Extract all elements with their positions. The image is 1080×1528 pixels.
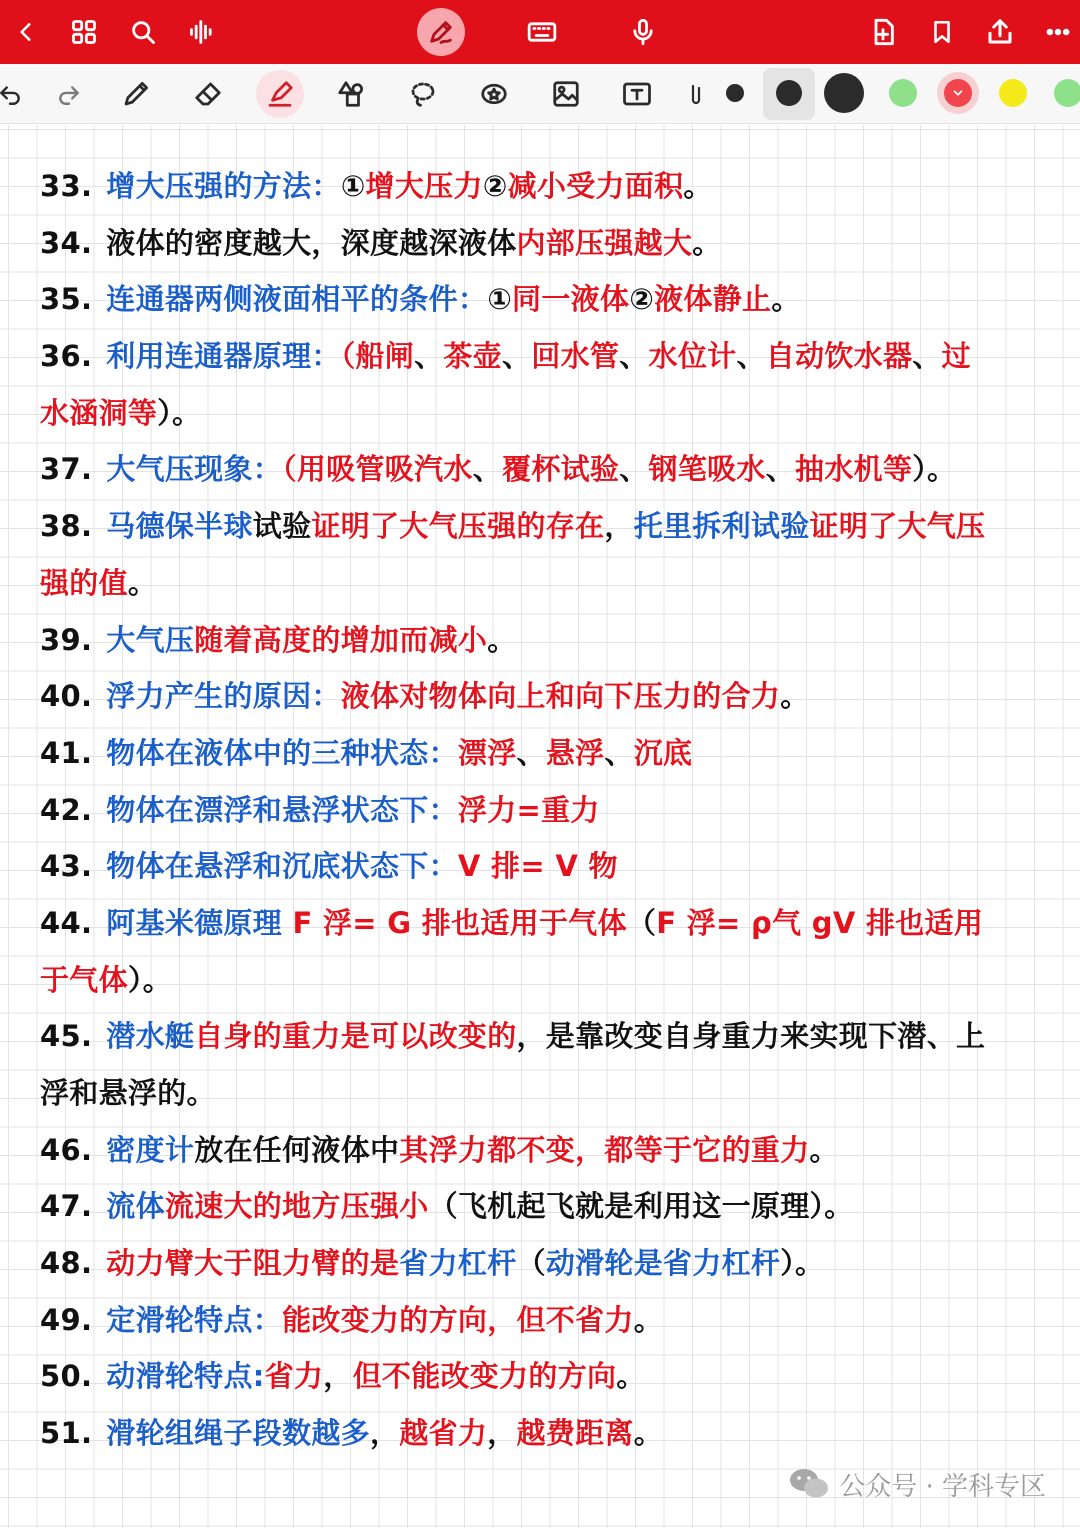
note-line xyxy=(40,1122,1050,1179)
note-line xyxy=(40,328,1050,385)
note-text-segment: 增大压强的方法： xyxy=(106,169,341,203)
color-swatch-yellow[interactable] xyxy=(999,79,1027,107)
note-text-segment: 、 xyxy=(414,339,444,374)
note-text-segment: 大气压 xyxy=(106,622,195,657)
note-number: 42. xyxy=(40,792,93,827)
text-box-icon[interactable] xyxy=(613,70,661,118)
note-number: 35. xyxy=(40,282,93,317)
note-text-segment: 、 xyxy=(736,339,766,374)
note-text-segment: 放在任何液体中 xyxy=(194,1132,400,1167)
note-text-segment: 物体在漂浮和悬浮状态下： xyxy=(106,792,458,827)
note-text-segment: 利用连通器原理： xyxy=(106,339,341,374)
note-text-segment: 水涵洞等 xyxy=(40,395,158,430)
watermark-text: 公众号 · 学科专区 xyxy=(839,1471,1046,1502)
note-text-segment: 密度计 xyxy=(106,1132,195,1167)
note-number: 39. xyxy=(40,622,93,657)
note-text-segment: ）。 xyxy=(912,452,957,487)
note-text-segment: 省力 xyxy=(264,1359,324,1394)
note-text-segment: ② xyxy=(482,169,508,203)
note-number: 44. xyxy=(40,905,93,940)
note-number: 51. xyxy=(40,1416,93,1451)
note-line xyxy=(40,952,1050,1009)
note-text-segment: 。 xyxy=(616,1359,646,1394)
note-text-segment: 。 xyxy=(683,169,713,203)
note-text-segment: 浮力=重力 xyxy=(457,792,600,827)
note-line xyxy=(40,1008,1050,1065)
note-text-segment: 增大压力 xyxy=(365,169,483,203)
note-text-segment: 托里拆利试验 xyxy=(633,509,810,544)
note-number: 34. xyxy=(40,225,93,260)
note-text-segment: （ xyxy=(516,1246,546,1281)
note-text-segment: 自动饮水器 xyxy=(765,339,913,374)
undo-icon[interactable] xyxy=(0,70,34,118)
pen-icon[interactable] xyxy=(417,8,465,56)
note-text-segment: （ xyxy=(626,905,657,940)
note-text-segment: 物体在悬浮和沉底状态下： xyxy=(106,849,458,884)
note-number: 37. xyxy=(40,452,93,487)
note-number: 47. xyxy=(40,1189,93,1224)
note-text-segment: 、 xyxy=(912,339,942,374)
note-text-segment: 、 xyxy=(619,452,649,487)
note-text-segment: 省力杠杆 xyxy=(399,1246,517,1281)
note-text-segment: 液体对物体向上和向下压力的合力 xyxy=(340,679,781,714)
note-text-segment: 沉底 xyxy=(633,735,693,770)
highlighter-icon[interactable] xyxy=(256,70,304,118)
note-line xyxy=(40,838,1050,895)
note-text-segment: 流体 xyxy=(106,1189,165,1224)
wechat-logo-icon xyxy=(789,1467,829,1501)
note-text-segment: 大气压现象： xyxy=(106,452,283,487)
note-number: 46. xyxy=(40,1132,93,1167)
note-line xyxy=(40,725,1050,782)
note-line xyxy=(40,1348,1050,1405)
note-number: 43. xyxy=(40,849,93,884)
note-text-segment: （用吸管吸汽水 xyxy=(282,452,473,487)
add-page-icon[interactable] xyxy=(859,0,907,64)
pen-size-large[interactable] xyxy=(824,73,864,113)
note-line xyxy=(40,895,1050,952)
note-text-segment: 茶壶 xyxy=(443,339,503,374)
note-line xyxy=(40,441,1050,498)
note-text-segment: ， xyxy=(369,1416,400,1451)
note-text-segment: 滑轮组绳子段数越多 xyxy=(106,1416,370,1451)
note-line xyxy=(40,1405,1050,1462)
note-line xyxy=(40,158,1050,215)
chevron-down-icon xyxy=(951,86,965,100)
note-text-segment: 覆杯试验 xyxy=(502,452,620,487)
note-text-segment: 证明了大气压 xyxy=(809,509,986,544)
clip-icon[interactable] xyxy=(686,70,710,118)
color-swatch-green[interactable] xyxy=(889,79,917,107)
note-text-segment: 于气体 xyxy=(40,962,128,997)
redo-icon[interactable] xyxy=(45,70,93,118)
eraser-icon[interactable] xyxy=(184,70,232,118)
note-text-segment: 。 xyxy=(127,565,158,600)
sticker-icon[interactable] xyxy=(470,70,518,118)
note-text-segment: 强的值 xyxy=(40,565,128,600)
note-text-segment: 液体的密度越大，深度越深液体 xyxy=(106,225,517,260)
lasso-icon[interactable] xyxy=(399,70,447,118)
note-text-segment: 动滑轮是省力杠杆 xyxy=(545,1246,781,1281)
note-text-segment: 动滑轮特点: xyxy=(106,1359,265,1394)
note-text-segment: 。 xyxy=(487,622,517,657)
audio-icon[interactable] xyxy=(178,0,226,64)
note-text-segment: 漂浮 xyxy=(457,735,517,770)
bookmark-icon[interactable] xyxy=(918,0,966,64)
note-text-segment: 。 xyxy=(633,1416,664,1451)
note-text-segment: （船闸 xyxy=(340,339,415,374)
note-text-segment: （飞机起飞就是利用这一原理）。 xyxy=(428,1189,854,1224)
note-text-segment: 悬浮 xyxy=(545,735,605,770)
note-text-segment: 回水管 xyxy=(531,339,620,374)
note-text-segment: ， xyxy=(604,509,634,544)
note-text-segment: 。 xyxy=(633,1302,664,1337)
note-text-segment: F 浮= ρ气 gV 排也适用 xyxy=(656,905,984,940)
search-icon[interactable] xyxy=(119,0,167,64)
note-line xyxy=(40,612,1050,669)
note-number: 45. xyxy=(40,1019,93,1054)
image-icon[interactable] xyxy=(542,70,590,118)
note-text-segment: 随着高度的增加而减小 xyxy=(194,622,488,657)
note-text-segment: 阿基米德原理 xyxy=(106,905,293,940)
note-line xyxy=(40,1178,1050,1235)
note-text-segment: ）。 xyxy=(157,395,202,430)
note-text-segment: 动力臂大于阻力臂的是 xyxy=(106,1246,400,1281)
note-text-segment: 但不能改变力的方向 xyxy=(352,1359,617,1394)
note-text-segment: 马德保半球 xyxy=(106,509,253,544)
note-text-segment: 浮和悬浮的。 xyxy=(40,1076,216,1110)
note-text-segment: 、 xyxy=(502,339,532,374)
note-text-segment: 、 xyxy=(765,452,796,487)
back-icon[interactable] xyxy=(2,0,50,64)
keyboard-icon[interactable] xyxy=(518,0,566,64)
note-text-segment: 越费距离 xyxy=(516,1416,634,1451)
note-number: 40. xyxy=(40,679,93,714)
note-text-segment: 液体静止 xyxy=(654,282,772,317)
note-text-segment: 。 xyxy=(692,225,722,260)
pen-size-small[interactable] xyxy=(726,84,744,102)
note-text-segment: 能改变力的方向，但不省力 xyxy=(282,1302,634,1337)
note-text-segment: 、 xyxy=(619,339,649,374)
note-text-segment: 自身的重力是可以改变的 xyxy=(194,1019,517,1054)
note-text-segment: 、 xyxy=(604,735,634,770)
note-line xyxy=(40,555,1050,612)
note-number: 41. xyxy=(40,735,93,770)
pen-tool-icon[interactable] xyxy=(112,70,160,118)
note-text-segment: 越省力 xyxy=(399,1416,488,1451)
note-text-segment: ① xyxy=(340,169,366,203)
handwritten-notes xyxy=(40,158,1050,1462)
note-text-segment: ， xyxy=(487,1416,517,1451)
note-text-segment: 流速大的地方压强小 xyxy=(164,1189,429,1224)
note-line xyxy=(40,1292,1050,1349)
note-text-segment: 浮力产生的原因： xyxy=(106,679,341,714)
note-line xyxy=(40,271,1050,328)
note-text-segment: 定滑轮特点： xyxy=(106,1302,283,1337)
note-text-segment: ）。 xyxy=(127,962,173,997)
note-text-segment: 同一液体 xyxy=(512,282,630,317)
note-line xyxy=(40,1235,1050,1292)
note-line xyxy=(40,498,1050,555)
note-text-segment: 物体在液体中的三种状态： xyxy=(106,735,458,770)
pen-size-medium[interactable] xyxy=(776,80,802,106)
note-text-segment: 过 xyxy=(941,339,971,374)
note-text-segment: V 排= V 物 xyxy=(457,849,618,884)
share-icon[interactable] xyxy=(976,0,1024,64)
drawing-toolbar xyxy=(0,64,1080,124)
shapes-icon[interactable] xyxy=(327,70,375,118)
note-text-segment: 。 xyxy=(809,1132,839,1167)
more-icon[interactable] xyxy=(1034,0,1080,64)
note-text-segment: 内部压强越大 xyxy=(516,225,693,260)
note-line xyxy=(40,1065,1050,1122)
note-text-segment: ② xyxy=(629,282,655,317)
note-text-segment: ， xyxy=(323,1359,353,1394)
microphone-icon[interactable] xyxy=(619,0,667,64)
note-text-segment: 其浮力都不变，都等于它的重力 xyxy=(399,1132,810,1167)
grid-icon[interactable] xyxy=(60,0,108,64)
note-text-segment: ，是靠改变自身重力来实现下潜、上 xyxy=(516,1019,986,1054)
note-text-segment: ）。 xyxy=(780,1246,825,1281)
note-text-segment: F 浮= G 排也适用于气体 xyxy=(292,905,627,940)
note-text-segment: 减小受力面积 xyxy=(507,169,684,203)
note-text-segment: 水位计 xyxy=(648,339,737,374)
note-text-segment: 连通器两侧液面相平的条件： xyxy=(106,282,488,317)
watermark xyxy=(789,1462,1046,1506)
color-swatch-green-2[interactable] xyxy=(1054,79,1080,107)
note-text-segment: 抽水机等 xyxy=(795,452,913,487)
note-text-segment: 钢笔吸水 xyxy=(648,452,766,487)
note-number: 48. xyxy=(40,1246,93,1281)
note-line xyxy=(40,668,1050,725)
note-text-segment: 、 xyxy=(472,452,503,487)
note-text-segment: ① xyxy=(487,282,513,317)
note-line xyxy=(40,215,1050,272)
note-text-segment: 、 xyxy=(516,735,546,770)
note-line xyxy=(40,385,1050,442)
note-number: 33. xyxy=(40,169,93,203)
note-number: 38. xyxy=(40,509,93,544)
note-text-segment: 潜水艇 xyxy=(106,1019,195,1054)
note-number: 36. xyxy=(40,339,93,374)
note-text-segment: 。 xyxy=(780,679,810,714)
top-app-bar xyxy=(0,0,1080,64)
note-text-segment: 证明了大气压强的存在 xyxy=(311,509,605,544)
color-swatch-red[interactable] xyxy=(944,79,972,107)
note-line xyxy=(40,782,1050,839)
note-text-segment: 试验 xyxy=(252,509,312,544)
note-number: 49. xyxy=(40,1302,93,1337)
note-number: 50. xyxy=(40,1359,93,1394)
note-text-segment: 。 xyxy=(771,282,801,317)
